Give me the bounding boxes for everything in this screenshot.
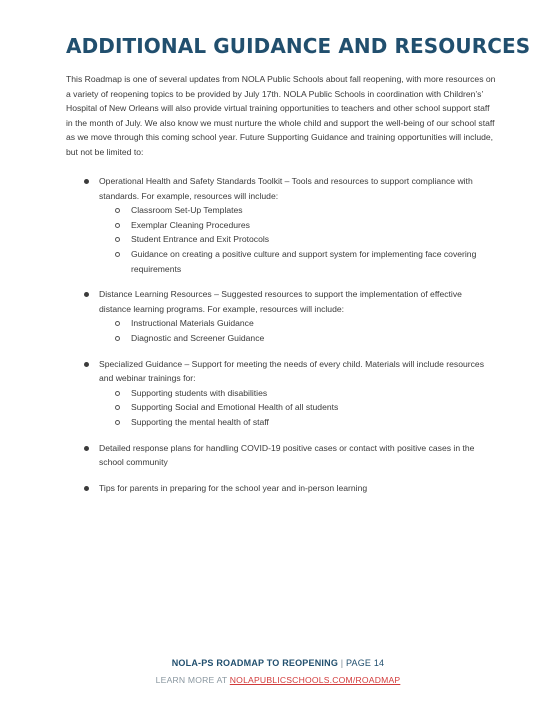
sub-list-item-text: Student Entrance and Exit Protocols	[131, 234, 270, 245]
bullet-icon	[84, 292, 89, 297]
sub-list	[99, 386, 496, 430]
sub-list	[99, 203, 496, 276]
sub-list-item	[99, 331, 496, 346]
sub-list-item	[99, 386, 496, 401]
sub-list-item-text: Classroom Set-Up Templates	[131, 205, 243, 216]
list-item	[66, 481, 496, 496]
sub-list	[99, 316, 496, 345]
circle-bullet-icon	[115, 336, 120, 341]
list-item	[66, 441, 496, 470]
sub-list-item-text: Supporting students with disabilities	[131, 387, 268, 398]
sub-list-item-text: Diagnostic and Screener Guidance	[131, 332, 265, 343]
page-title: ADDITIONAL GUIDANCE AND RESOURCES	[66, 34, 531, 58]
sub-list-item-text: Supporting the mental health of staff	[131, 416, 269, 427]
circle-bullet-icon	[115, 208, 120, 213]
circle-bullet-icon	[115, 420, 120, 425]
page-number: PAGE 14	[345, 658, 385, 668]
footer-separator: |	[338, 658, 346, 668]
circle-bullet-icon	[115, 223, 120, 228]
sub-list-item	[99, 415, 496, 430]
intro-paragraph: This Roadmap is one of several updates from NOLA Public Schools about fall reopening, with more resources on a variety of reopening topics to be provided by July 17th. NOLA Public Schools in coordination with Children’s’ Hospital of New Orleans will also provide virtual training opportunities to teachers and other school support staff in the month of July. We also know we must nurture the whole child and support the well-being of our school staff as we move through this coming school year. Future Supporting Guidance and training opportunities will include, but not be limited to:	[66, 74, 496, 157]
sub-list-item	[99, 247, 496, 276]
circle-bullet-icon	[115, 252, 120, 257]
learn-more-text: LEARN MORE AT	[155, 675, 230, 685]
sub-list-item-text: Supporting Social and Emotional Health of all students	[131, 402, 339, 413]
footer-title	[0, 658, 556, 668]
list-item	[66, 287, 496, 345]
list-item-text: Tips for parents in preparing for the school year and in-person learning	[99, 482, 368, 493]
bullet-icon	[84, 486, 89, 491]
list-item-text: Distance Learning Resources – Suggested resources to support the implementation of effective distance learning programs. For example, resources will include:	[99, 289, 462, 314]
sub-list-item	[99, 232, 496, 247]
footer-roadmap-label: NOLA-PS ROADMAP TO REOPENING	[171, 658, 339, 668]
sub-list-item	[99, 218, 496, 233]
list-item-text: Detailed response plans for handling COVID-19 positive cases or contact with positive cases in the school community	[99, 442, 475, 468]
bullet-icon	[84, 446, 89, 451]
roadmap-link[interactable]: NOLAPUBLICSCHOOLS.COM/ROADMAP	[229, 675, 401, 685]
resource-list	[66, 174, 496, 506]
circle-bullet-icon	[115, 237, 120, 242]
circle-bullet-icon	[115, 405, 120, 410]
list-item	[66, 174, 496, 276]
list-item	[66, 357, 496, 430]
footer-learn-more	[0, 675, 556, 685]
list-item-text: Operational Health and Safety Standards Toolkit – Tools and resources to support compliance with standards. For example, resources will include:	[99, 176, 473, 201]
list-item-text: Specialized Guidance – Support for meeting the needs of every child. Materials will include resources and webinar trainings for:	[99, 358, 485, 384]
sub-list-item-text: Instructional Materials Guidance	[131, 318, 254, 329]
bullet-icon	[84, 179, 89, 184]
bullet-icon	[84, 362, 89, 367]
circle-bullet-icon	[115, 391, 120, 396]
sub-list-item-text: Exemplar Cleaning Procedures	[131, 219, 250, 230]
sub-list-item	[99, 316, 496, 331]
sub-list-item	[99, 400, 496, 415]
circle-bullet-icon	[115, 321, 120, 326]
sub-list-item-text: Guidance on creating a positive culture and support system for implementing face covering requirements	[131, 248, 477, 274]
sub-list-item	[99, 203, 496, 218]
